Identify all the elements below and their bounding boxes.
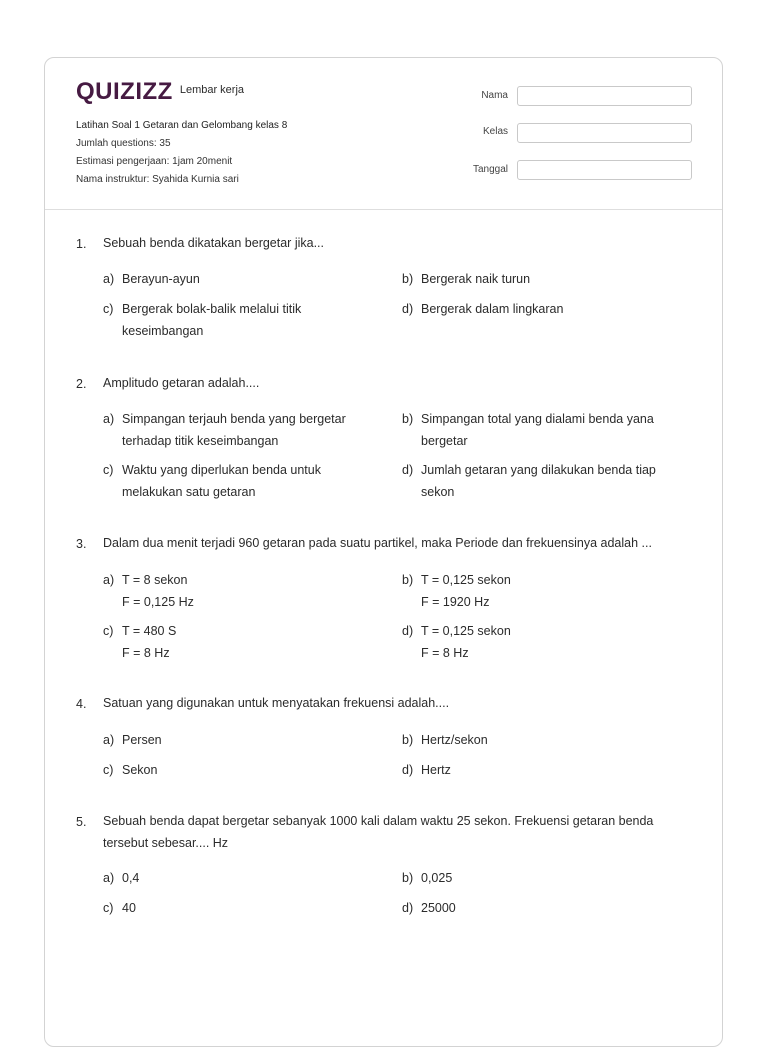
name-field[interactable] <box>517 86 692 106</box>
question-number: 1. <box>76 237 87 251</box>
option-text: Bergerak bolak-balik melalui titik keseimbangan <box>122 302 302 338</box>
option-letter: d) <box>402 901 414 915</box>
option-letter: a) <box>103 272 115 286</box>
option-letter: c) <box>103 624 114 638</box>
date-label: Tanggal <box>472 164 508 175</box>
option-letter: d) <box>402 463 414 477</box>
option-text: 0,4 <box>122 871 140 885</box>
option-text: Bergerak dalam lingkaran <box>421 302 564 316</box>
question-text: Satuan yang digunakan untuk menyatakan frekuensi adalah.... <box>103 696 450 710</box>
option-text: 25000 <box>421 901 456 915</box>
brand <box>76 80 244 104</box>
option-text: Simpangan total yang dialami benda yana bergetar <box>421 412 654 448</box>
option-letter: a) <box>103 412 115 426</box>
instructor-name: Nama instruktur: Syahida Kurnia sari <box>76 174 239 185</box>
option-text: Bergerak naik turun <box>421 272 531 286</box>
option-letter: c) <box>103 763 114 777</box>
option-letter: c) <box>103 302 114 316</box>
class-label: Kelas <box>482 126 508 137</box>
option-text: Hertz/sekon <box>421 733 488 747</box>
option-letter: d) <box>402 763 414 777</box>
option-text: Simpangan terjauh benda yang bergetar terhadap titik keseimbangan <box>122 412 346 448</box>
option-text: T = 0,125 sekon F = 1920 Hz <box>421 573 511 609</box>
option-letter: a) <box>103 733 115 747</box>
questions-count: Jumlah questions: 35 <box>76 138 171 149</box>
worksheet-meta <box>76 117 287 189</box>
question-text: Sebuah benda dikatakan bergetar jika... <box>103 236 324 250</box>
name-label: Nama <box>481 90 508 101</box>
option-letter: c) <box>103 901 114 915</box>
option-letter: b) <box>402 871 414 885</box>
option-text: T = 480 S F = 8 Hz <box>122 624 177 660</box>
option-letter: b) <box>402 733 414 747</box>
option-letter: d) <box>402 624 414 638</box>
question-text: Sebuah benda dapat bergetar sebanyak 1000 kali dalam waktu 25 sekon. Frekuensi getaran benda tersebut sebesar.... Hz <box>103 814 654 850</box>
date-field[interactable] <box>517 160 692 180</box>
option-text: Hertz <box>421 763 451 777</box>
option-text: Berayun-ayun <box>122 272 200 286</box>
option-letter: b) <box>402 272 414 286</box>
option-text: T = 8 sekon F = 0,125 Hz <box>122 573 194 609</box>
option-text: Jumlah getaran yang dilakukan benda tiap sekon <box>421 463 656 499</box>
option-text: T = 0,125 sekon F = 8 Hz <box>421 624 511 660</box>
question-text: Dalam dua menit terjadi 960 getaran pada suatu partikel, maka Periode dan frekuensinya adalah ... <box>103 536 652 550</box>
option-text: Sekon <box>122 763 158 777</box>
option-letter: b) <box>402 412 414 426</box>
question-number: 2. <box>76 377 87 391</box>
time-estimate: Estimasi pengerjaan: 1jam 20menit <box>76 156 233 167</box>
question-number: 3. <box>76 537 87 551</box>
option-text: Waktu yang diperlukan benda untuk melakukan satu getaran <box>122 463 321 499</box>
worksheet-subtitle: Lembar kerja <box>179 84 245 96</box>
option-letter: d) <box>402 302 414 316</box>
worksheet-title: Latihan Soal 1 Getaran dan Gelombang kelas 8 <box>76 120 288 131</box>
class-field[interactable] <box>517 123 692 143</box>
option-letter: a) <box>103 573 115 587</box>
option-text: 0,025 <box>421 871 453 885</box>
question-number: 5. <box>76 815 87 829</box>
question-number: 4. <box>76 697 87 711</box>
worksheet <box>44 57 723 1047</box>
quizizz-logo: QUIZIZZ <box>76 78 173 105</box>
question-text: Amplitudo getaran adalah.... <box>103 376 260 390</box>
option-letter: c) <box>103 463 114 477</box>
worksheet-header <box>45 58 722 210</box>
option-letter: a) <box>103 871 115 885</box>
option-text: Persen <box>122 733 162 747</box>
option-text: 40 <box>122 901 136 915</box>
option-letter: b) <box>402 573 414 587</box>
